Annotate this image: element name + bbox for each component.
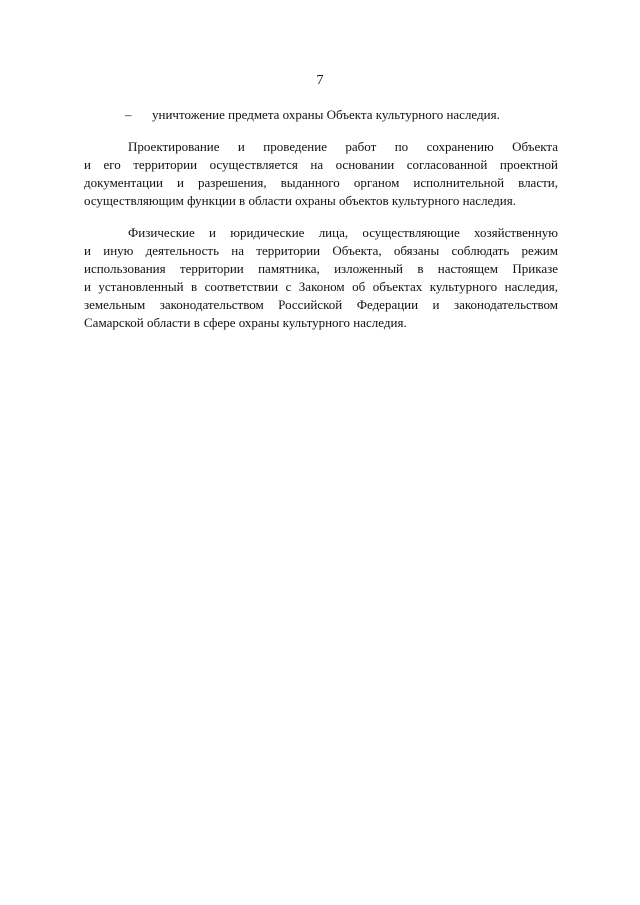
page-number: 7 <box>316 73 324 88</box>
list-dash: – <box>125 107 132 122</box>
list-item-text: уничтожение предмета охраны Объекта культурного наследия. <box>152 107 500 122</box>
paragraph-line: земельным законодательством Российской Федерации и законодательством <box>84 297 558 312</box>
paragraph-line: и его территории осуществляется на основании согласованной проектной <box>84 157 558 172</box>
paragraph-line: и иную деятельность на территории Объекта, обязаны соблюдать режим <box>84 243 558 258</box>
paragraph-line: Проектирование и проведение работ по сохранению Объекта <box>128 139 558 154</box>
paragraph-line: документации и разрешения, выданного органом исполнительной власти, <box>84 175 558 190</box>
paragraph-design-works <box>84 138 558 210</box>
paragraph-obligations <box>84 224 558 332</box>
paragraph-line: Самарской области в сфере охраны культурного наследия. <box>84 315 407 330</box>
paragraph-line: и установленный в соответствии с Законом об объектах культурного наследия, <box>84 279 558 294</box>
paragraph-line: осуществляющим функции в области охраны объектов культурного наследия. <box>84 193 516 208</box>
paragraph-line: Физические и юридические лица, осуществляющие хозяйственную <box>128 225 558 240</box>
paragraph-line: использования территории памятника, изложенный в настоящем Приказе <box>84 261 558 276</box>
list-item <box>125 107 500 123</box>
